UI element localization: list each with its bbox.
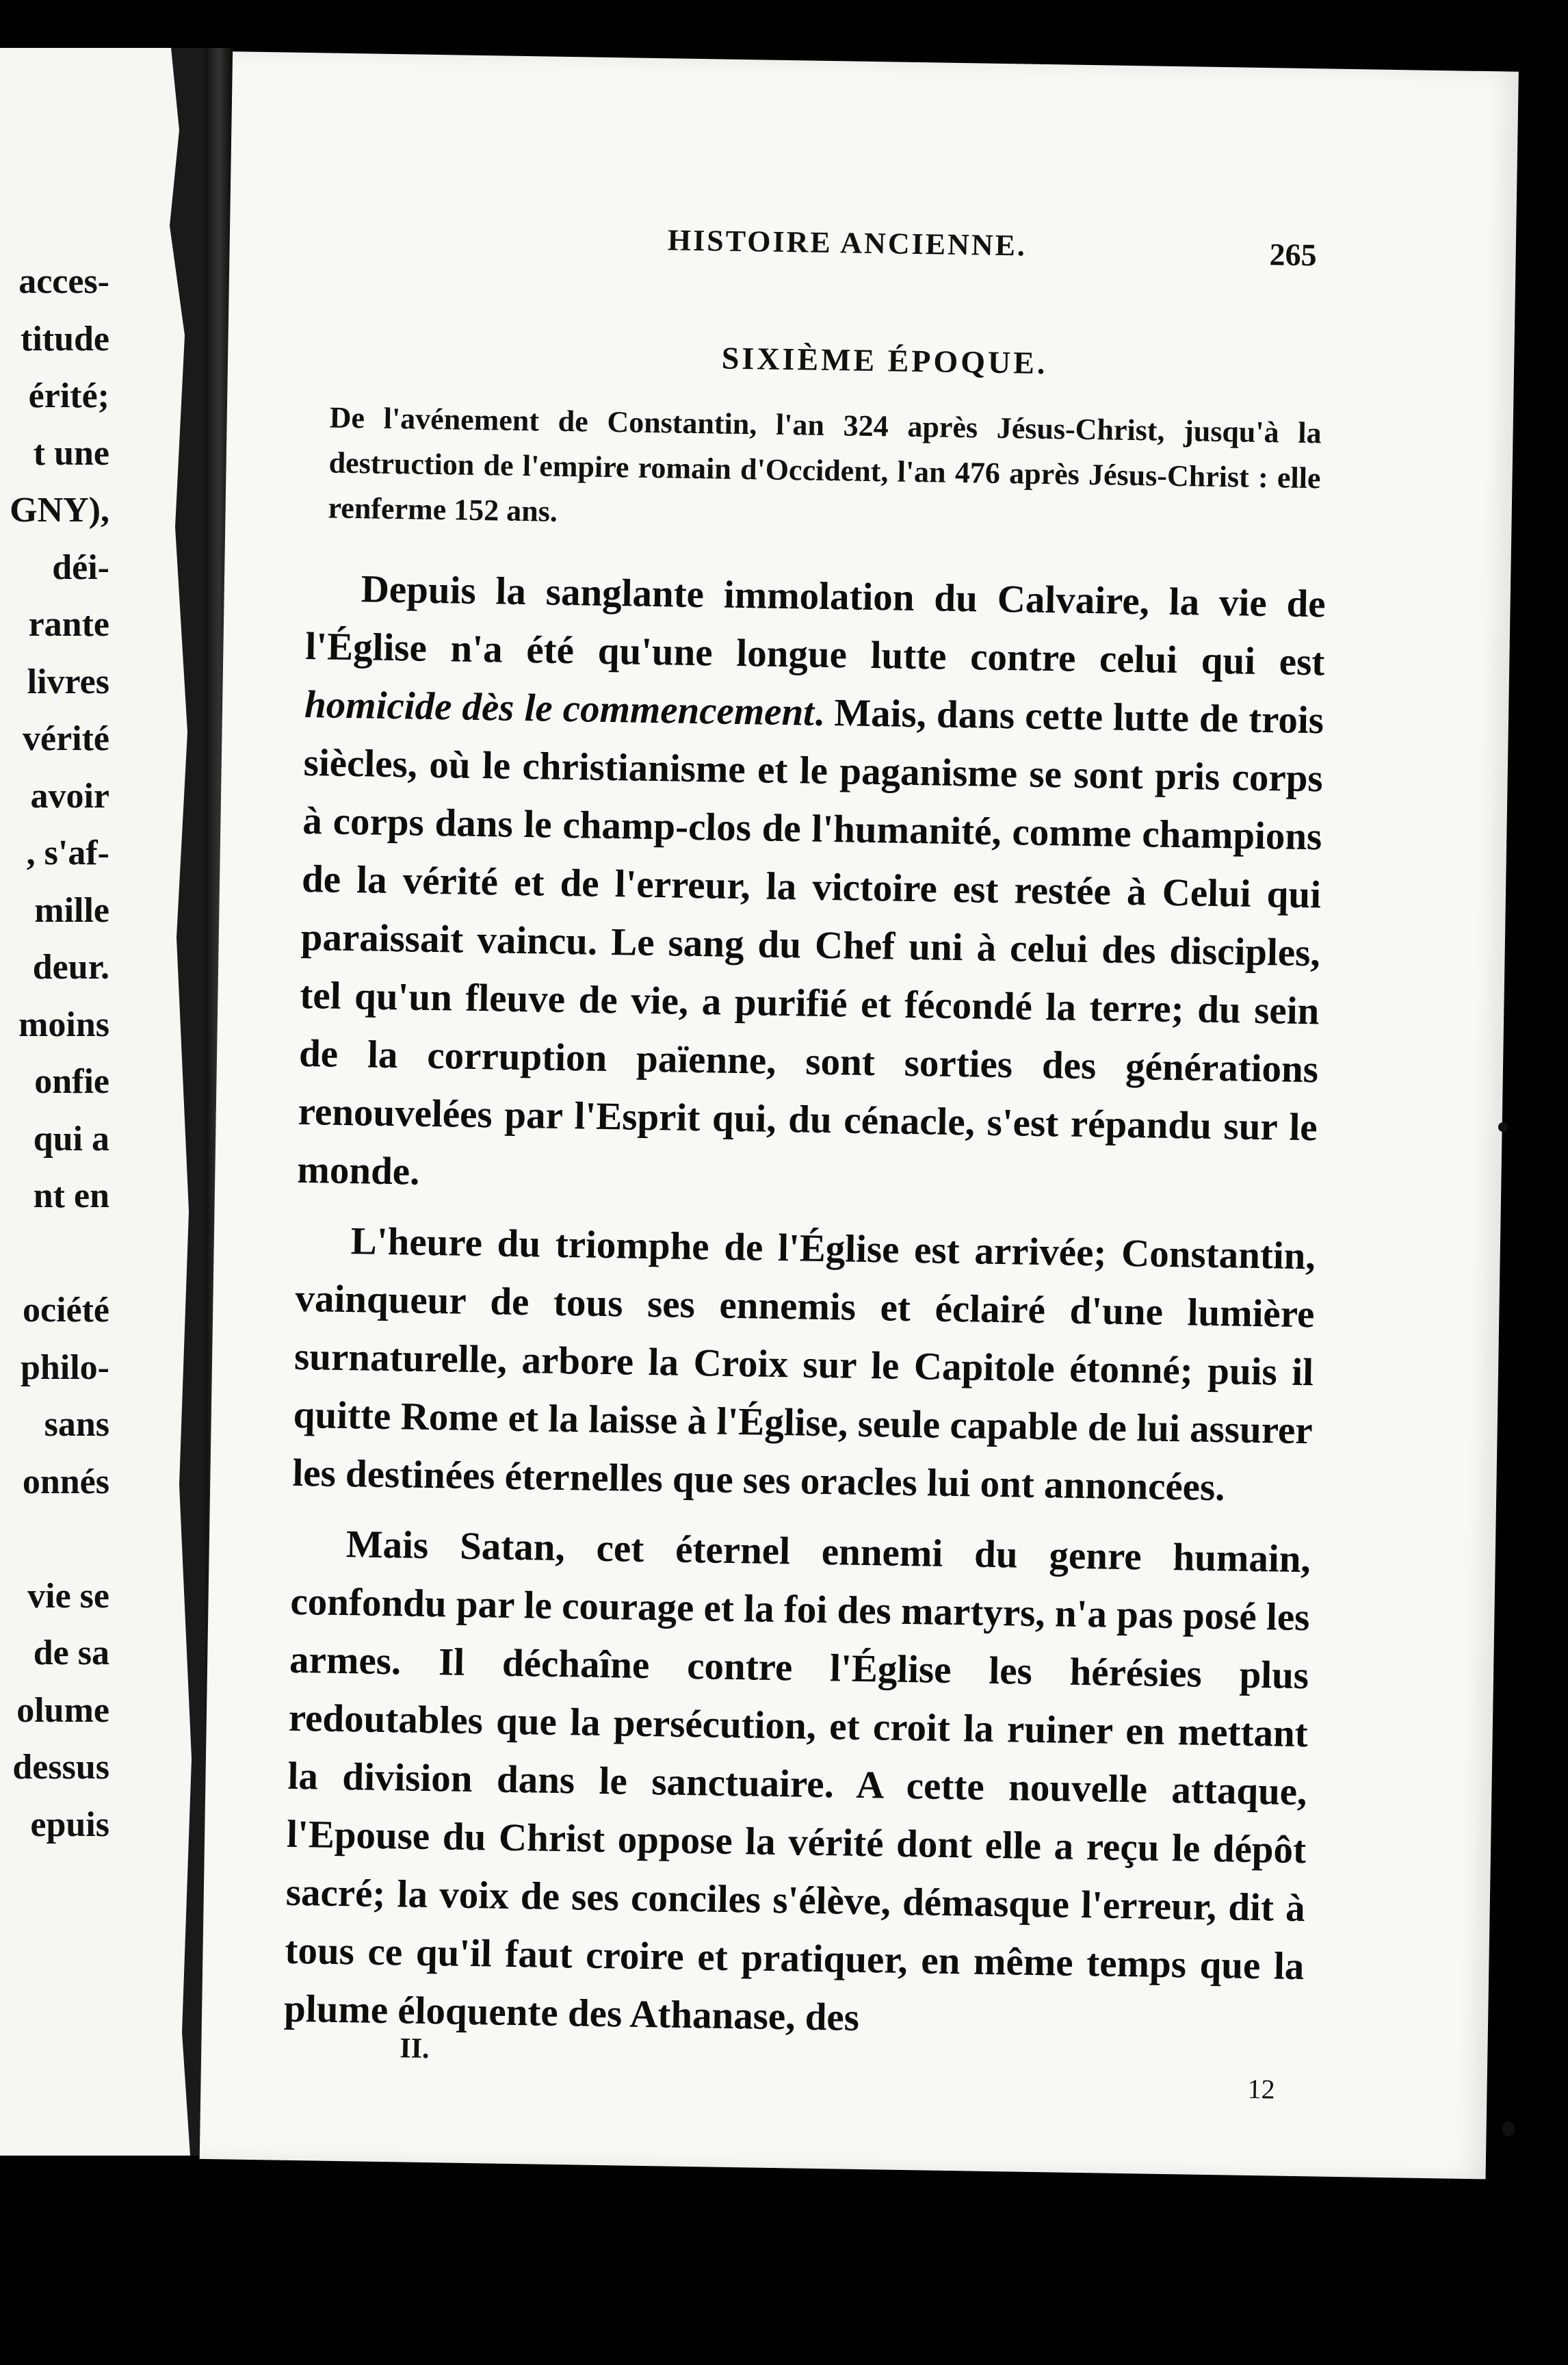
left-page-line: epuis — [30, 1805, 109, 1844]
left-page-line: qui a — [33, 1119, 109, 1159]
epoch-summary: De l'avénement de Constantin, l'an 324 après Jésus-Christ, jusqu'à la destruction de l'empire romain d'Occident, l'an 476 après Jésus-Christ : elle renferme 152 ans. — [328, 400, 1322, 528]
running-title: HISTOIRE ANCIENNE. — [667, 223, 1028, 263]
page-number: 265 — [1269, 237, 1318, 273]
left-page-line: déi- — [52, 547, 109, 587]
left-page-line: nt en — [33, 1176, 109, 1215]
left-page-line: onnés — [22, 1462, 109, 1501]
left-page-line: érité; — [28, 376, 109, 415]
left-page-line: ociété — [22, 1291, 109, 1330]
left-page-line: rante — [28, 605, 109, 644]
left-page-line: deur. — [32, 948, 109, 987]
paragraph-1-end: . Mais, dans cette lutte de trois siècles, où le christianisme et le paganisme se sont pris corps à corps dans le champ-clos de l'humanité, comme champions de la vérité et de l'erreur, la victoire est restée à Celui qui paraissait vaincu. Le sang du Chef uni à celui des disciples, tel qu'un fleuve de vie, a purifié et fécondé la terre; du sein de la corruption païenne, sont sorties des générations renouvelées par l'Esprit qui, du cénacle, s'est répandu sur le monde. — [296, 690, 1324, 1193]
left-page-line: mille — [34, 890, 109, 930]
left-page-line — [10, 1225, 109, 1282]
epoch-title: SIXIÈME ÉPOQUE. — [721, 340, 1048, 381]
paragraph-2: L'heure du triomphe de l'Église est arrivée; Constantin, vainqueur de tous ses ennemis et éclairé d'une lumière surnaturelle, arbore la Croix sur le Capitole étonné; puis il quitte Rome et la laisse à l'Église, seule capable de lui assurer les destinées éternelles que ses oracles lui ont annoncées. — [292, 1219, 1316, 1510]
left-page-line: moins — [18, 1005, 109, 1044]
left-page-line: sans — [44, 1405, 109, 1444]
left-page-line: avoir — [30, 776, 109, 816]
left-page-line: t une — [33, 433, 109, 473]
signature-mark: II. — [399, 2032, 430, 2065]
left-page-line — [10, 1510, 109, 1568]
left-page-line: dessus — [12, 1748, 109, 1787]
left-page-line: vie se — [27, 1576, 109, 1616]
left-page-line: onfie — [34, 1062, 109, 1101]
left-page-line: de sa — [33, 1633, 109, 1672]
paragraph-3: Mais Satan, cet éternel ennemi du genre humain, confondu par le courage et la foi des martyrs, n'a pas posé les armes. Il déchaîne contre l'Église les hérésies plus redoutables que la persécution, et croit la ruiner en mettant la division dans le sanctuaire. A cette nouvelle attaque, l'Epouse du Christ oppose la vérité dont elle a reçu le dépôt sacré; la voix de ses conciles s'élève, démasque l'erreur, dit à tous ce qu'il faut croire et pratiquer, en même temps que la plume éloquente des Athanase, des — [283, 1523, 1311, 2039]
left-page-line: livres — [27, 662, 109, 701]
page-header — [229, 216, 1516, 291]
left-page-line: , s'af- — [26, 833, 109, 873]
paragraph-1 — [297, 559, 1327, 1215]
left-page-line: titude — [21, 319, 109, 359]
ink-spot — [1502, 2121, 1515, 2136]
left-page-line: acces- — [18, 262, 109, 301]
paragraph-1-start: Depuis la sanglante immolation du Calvaire, la vie de l'Église n'a été qu'une longue lutte contre celui qui est — [304, 567, 1327, 684]
left-page-line: philo- — [20, 1347, 109, 1387]
left-page-line: GNY), — [10, 491, 109, 530]
left-page-fragment — [0, 48, 205, 2156]
left-page-line-endings — [10, 253, 109, 1853]
main-page — [200, 51, 1519, 2179]
paragraph-1-italic: homicide dès le commencement — [304, 683, 815, 734]
sheet-number: 12 — [1247, 2073, 1275, 2105]
left-page-line: vérité — [22, 719, 109, 758]
ink-spot — [1498, 1122, 1508, 1132]
left-page-line: olume — [16, 1690, 109, 1730]
body-text — [283, 559, 1326, 2066]
